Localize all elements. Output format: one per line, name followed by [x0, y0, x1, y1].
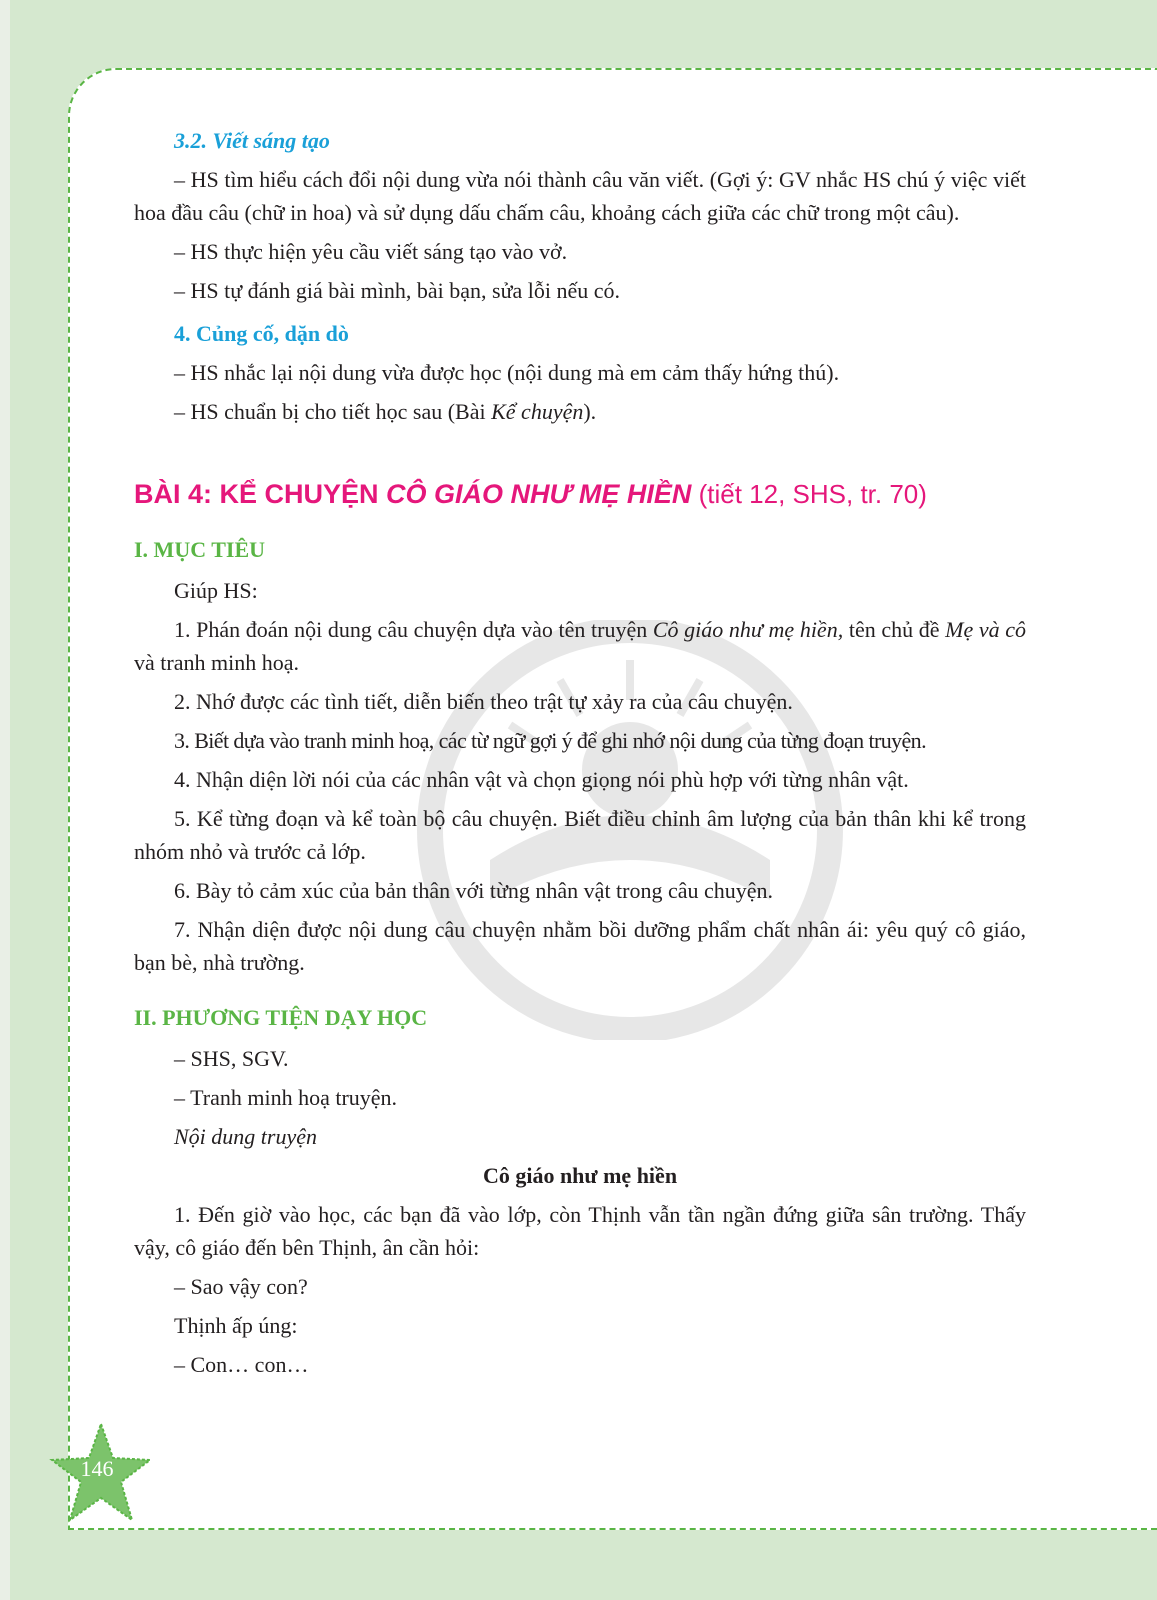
section-4-item — [134, 395, 1026, 428]
lesson-title-story: CÔ GIÁO NHƯ MẸ HIỀN — [386, 479, 692, 509]
page-content — [134, 124, 1026, 1387]
objectives-intro: Giúp HS: — [174, 578, 258, 603]
story-line: 1. Đến giờ vào học, các bạn đã vào lớp, còn Thịnh vẫn tần ngần đứng giữa sân trường. Thấy vậy, cô giáo đến bên Thịnh, ân cần hỏi: — [134, 1202, 1026, 1260]
materials-heading: II. PHƯƠNG TIỆN DẠY HỌC — [134, 1005, 428, 1030]
section-3-2-item: – HS thực hiện yêu cầu viết sáng tạo vào vở. — [174, 239, 568, 264]
section-4-item2-italic: Kể chuyện — [491, 399, 584, 424]
objective-item: 6. Bày tỏ cảm xúc của bản thân với từng nhân vật trong câu chuyện. — [174, 878, 774, 903]
objective-1-mid: tên chủ đề — [843, 617, 946, 642]
story-line: – Sao vậy con? — [174, 1274, 308, 1299]
objective-1-end: và tranh minh hoạ. — [134, 650, 299, 675]
objective-1-text: 1. Phán đoán nội dung câu chuyện dựa vào tên truyện — [174, 617, 653, 642]
story-title: Cô giáo như mẹ hiền — [482, 1163, 678, 1188]
lesson-title-prefix: BÀI 4: KỂ CHUYỆN — [134, 479, 387, 509]
objective-item: 3. Biết dựa vào tranh minh hoạ, các từ ngữ gợi ý để ghi nhớ nội dung của từng đoạn truyện. — [174, 728, 926, 753]
page-number: 146 — [80, 1456, 114, 1481]
objective-item: 2. Nhớ được các tình tiết, diễn biến theo trật tự xảy ra của câu chuyện. — [174, 689, 793, 714]
objective-item — [134, 613, 1026, 679]
objective-1-theme-name: Mẹ và cô — [945, 617, 1026, 642]
objective-item: 7. Nhận diện được nội dung câu chuyện nhằm bồi dưỡng phẩm chất nhân ái: yêu quý cô giáo, bạn bè, nhà trường. — [134, 917, 1026, 975]
lesson-title — [134, 478, 1026, 511]
section-4-item2-end: ). — [583, 399, 597, 424]
section-4-item: – HS nhắc lại nội dung vừa được học (nội dung mà em cảm thấy hứng thú). — [174, 360, 840, 385]
objective-1-story-name: Cô giáo như mẹ hiền, — [652, 617, 844, 642]
section-3-2-heading: 3.2. Viết sáng tạo — [174, 128, 330, 153]
section-3-2-item: – HS tìm hiểu cách đổi nội dung vừa nói thành câu văn viết. (Gợi ý: GV nhắc HS chú ý việc viết hoa đầu câu (chữ in hoa) và sử dụng dấu chấm câu, khoảng cách giữa các chữ trong một câu). — [134, 167, 1026, 225]
lesson-title-suffix: (tiết 12, SHS, tr. 70) — [691, 479, 927, 509]
story-line: Thịnh ấp úng: — [174, 1313, 298, 1338]
objective-item: 5. Kể từng đoạn và kể toàn bộ câu chuyện. Biết điều chỉnh âm lượng của bản thân khi kể trong nhóm nhỏ và trước cả lớp. — [134, 806, 1026, 864]
section-3-2-item: – HS tự đánh giá bài mình, bài bạn, sửa lỗi nếu có. — [174, 278, 621, 303]
objective-item: 4. Nhận diện lời nói của các nhân vật và chọn giọng nói phù hợp với từng nhân vật. — [174, 767, 909, 792]
materials-item: – Tranh minh hoạ truyện. — [174, 1085, 398, 1110]
objectives-heading: I. MỤC TIÊU — [134, 537, 266, 562]
section-4-item2-text: – HS chuẩn bị cho tiết học sau (Bài — [174, 399, 492, 424]
materials-item: – SHS, SGV. — [174, 1046, 289, 1071]
story-label: Nội dung truyện — [174, 1124, 317, 1149]
story-line: – Con… con… — [174, 1352, 309, 1377]
section-4-heading: 4. Củng cố, dặn dò — [174, 321, 349, 346]
left-margin-strip — [0, 0, 10, 1600]
